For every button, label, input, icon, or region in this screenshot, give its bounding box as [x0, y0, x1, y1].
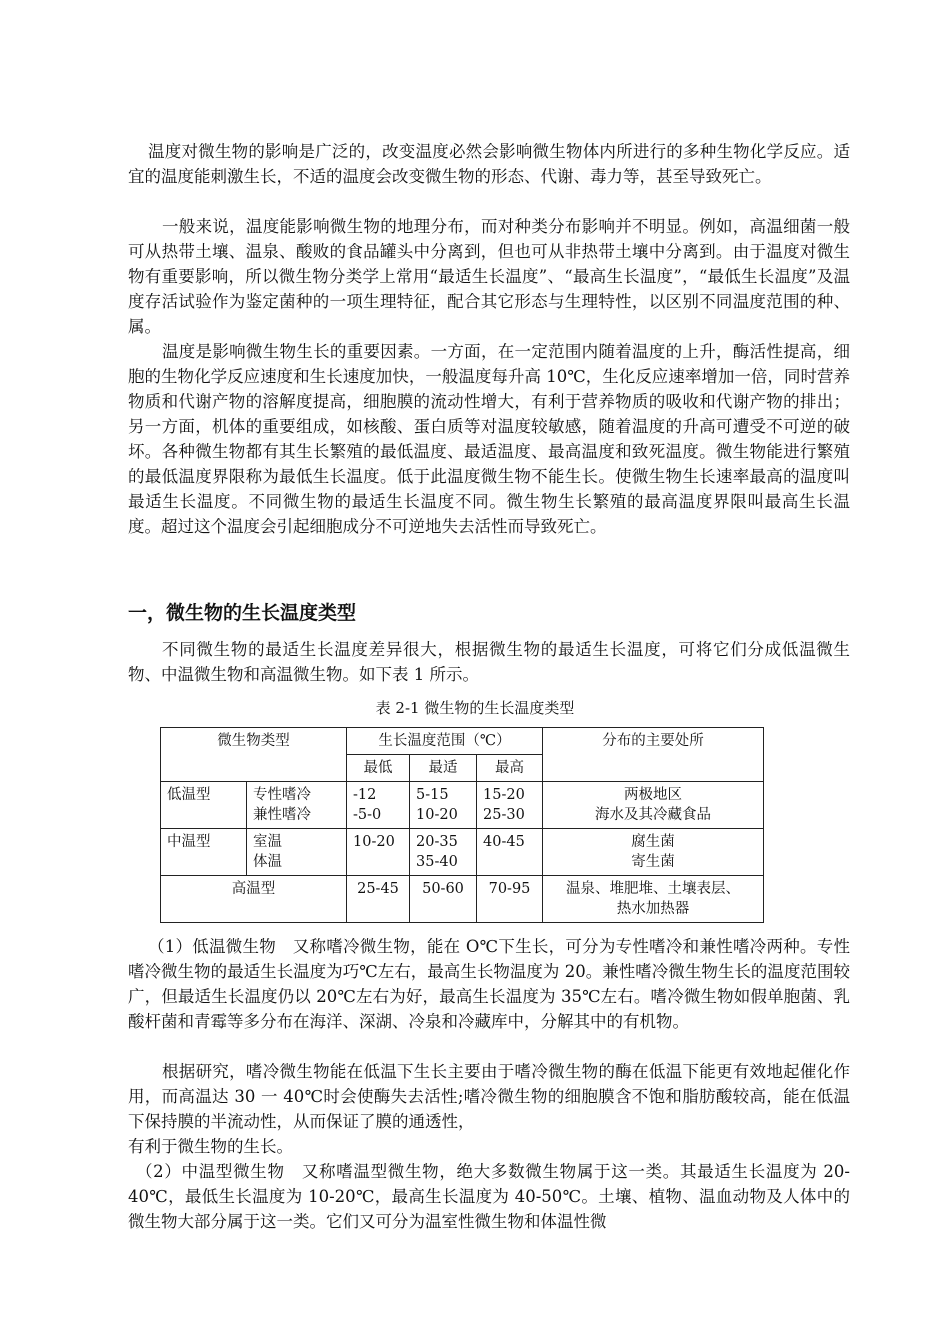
- cell-mid-place2: 寄生菌: [631, 854, 675, 870]
- cell-low-opt2: 10-20: [416, 807, 458, 823]
- cell-low-min2: -5-0: [353, 807, 382, 823]
- growth-temperature-table: [160, 727, 764, 923]
- paragraph-growth-factor: 温度是影响微生物生长的重要因素。一方面，在一定范围内随着温度的上升，酶活性提高，细胞的生物化学反应速度和生长速度加快，一般温度每升高 10℃，生化反应速率增加一倍，同时营养物质和代谢产物的溶解度提高，细胞膜的流动性增大，有利于营养物质的吸收和代谢产物的排出；另一方面，机体的重要组成，如核酸、蛋白质等对温度较敏感，随着温度的升高可遭受不可逆的破坏。各种微生物都有其生长繁殖的最低温度、最适温度、最高温度和致死温度。微生物能进行繁殖的最低温度界限称为最低生长温度。低于此温度微生物不能生长。使微生物生长速率最高的温度叫最适生长温度。不同微生物的最适生长温度不同。微生物生长繁殖的最高温度界限叫最高生长温度。超过这个温度会引起细胞成分不可逆地失去活性而导致死亡。: [128, 342, 850, 536]
- section-heading: 一，微生物的生长温度类型: [128, 602, 357, 624]
- table-header-row: [161, 728, 764, 755]
- cell-high-max: 70-95: [477, 876, 543, 923]
- cell-low-min1: -12: [353, 787, 377, 803]
- cell-low-sub: [247, 782, 347, 829]
- paragraph-research: 根据研究，嗜冷微生物能在低温下生长主要由于嗜冷微生物的酶在低温下能更有效地起催化作用，而高温达 30 一 40℃时会使酶失去活性;嗜冷微生物的细胞膜含不饱和脂肪酸较高，能在低温下保持膜的半流动性，从而保证了膜的通透性，: [128, 1062, 850, 1131]
- paragraph-research-end: 有利于微生物的生长。: [128, 1137, 293, 1156]
- cell-high-min: 25-45: [347, 876, 410, 923]
- cell-mid-sub: [247, 829, 347, 876]
- cell-high-opt: 50-60: [410, 876, 477, 923]
- cell-mid-sub2: 体温: [253, 854, 282, 870]
- table-row-mid: [161, 829, 764, 876]
- table-row-high: [161, 876, 764, 923]
- cell-low-sub2: 兼性嗜冷: [253, 807, 311, 823]
- cell-high-place2: 热水加热器: [616, 901, 690, 917]
- header-min: 最低: [347, 755, 410, 782]
- cell-low-place1: 两极地区: [624, 787, 682, 803]
- cell-high-place1: 温泉、堆肥堆、土壤表层、: [566, 881, 740, 897]
- header-range: 生长温度范围（℃）: [347, 728, 543, 755]
- cell-mid-sub1: 室温: [253, 834, 282, 850]
- cell-mid-max: 40-45: [477, 829, 543, 876]
- paragraph-table-intro: 不同微生物的最适生长温度差异很大，根据微生物的最适生长温度，可将它们分成低温微生物、中温微生物和高温微生物。如下表 1 所示。: [128, 640, 850, 684]
- cell-low-max1: 15-20: [483, 787, 525, 803]
- cell-mid-group: 中温型: [161, 829, 247, 876]
- cell-mid-opt: [410, 829, 477, 876]
- cell-low-opt1: 5-15: [416, 787, 449, 803]
- cell-mid-opt1: 20-35: [416, 834, 458, 850]
- cell-low-max2: 25-30: [483, 807, 525, 823]
- header-place: 分布的主要处所: [543, 728, 764, 782]
- table-caption: 表 2-1 微生物的生长温度类型: [375, 699, 575, 717]
- header-max: 最高: [477, 755, 543, 782]
- paragraph-mid-temp: （2）中温型微生物 又称嗜温型微生物，绝大多数微生物属于这一类。其最适生长温度为 20-40℃，最低生长温度为 10-20℃，最高生长温度为 40-50℃。土壤、植物、温血动物及人体中的微生物大部分属于这一类。它们又可分为温室性微生物和体温性微: [128, 1162, 850, 1231]
- cell-high-place: [543, 876, 764, 923]
- cell-low-sub1: 专性嗜冷: [253, 787, 311, 803]
- cell-high-group: 高温型: [161, 876, 347, 923]
- cell-low-opt: [410, 782, 477, 829]
- cell-mid-opt2: 35-40: [416, 854, 458, 870]
- header-opt: 最适: [410, 755, 477, 782]
- cell-mid-min: 10-20: [347, 829, 410, 876]
- cell-mid-place1: 腐生菌: [631, 834, 675, 850]
- cell-low-group: 低温型: [161, 782, 247, 829]
- cell-low-place2: 海水及其冷藏食品: [595, 807, 711, 823]
- cell-low-max: [477, 782, 543, 829]
- paragraph-distribution: 一般来说，温度能影响微生物的地理分布，而对种类分布影响并不明显。例如，高温细菌一般可从热带土壤、温泉、酸败的食品罐头中分离到，但也可从非热带土壤中分离到。由于温度对微生物有重要影响，所以微生物分类学上常用“最适生长温度”、“最高生长温度”，“最低生长温度”及温度存活试验作为鉴定菌种的一项生理特征，配合其它形态与生理特性，以区别不同温度范围的种、属。: [128, 217, 850, 336]
- header-type: 微生物类型: [161, 728, 347, 782]
- cell-mid-place: [543, 829, 764, 876]
- cell-low-min: [347, 782, 410, 829]
- cell-low-place: [543, 782, 764, 829]
- paragraph-intro: 温度对微生物的影响是广泛的，改变温度必然会影响微生物体内所进行的多种生物化学反应。适宜的温度能刺激生长，不适的温度会改变微生物的形态、代谢、毒力等，甚至导致死亡。: [128, 142, 850, 186]
- paragraph-low-temp: （1）低温微生物 又称嗜冷微生物，能在 O℃下生长，可分为专性嗜冷和兼性嗜冷两种。专性嗜冷微生物的最适生长温度为巧℃左右，最高生长物温度为 20。兼性嗜冷微生物生长的温度范围较广，但最适生长温度仍以 20℃左右为好，最高生长温度为 35℃左右。嗜冷微生物如假单胞菌、乳酸杆菌和青霉等多分布在海洋、深湖、冷泉和冷藏库中，分解其中的有机物。: [128, 937, 850, 1031]
- table-row-low: [161, 782, 764, 829]
